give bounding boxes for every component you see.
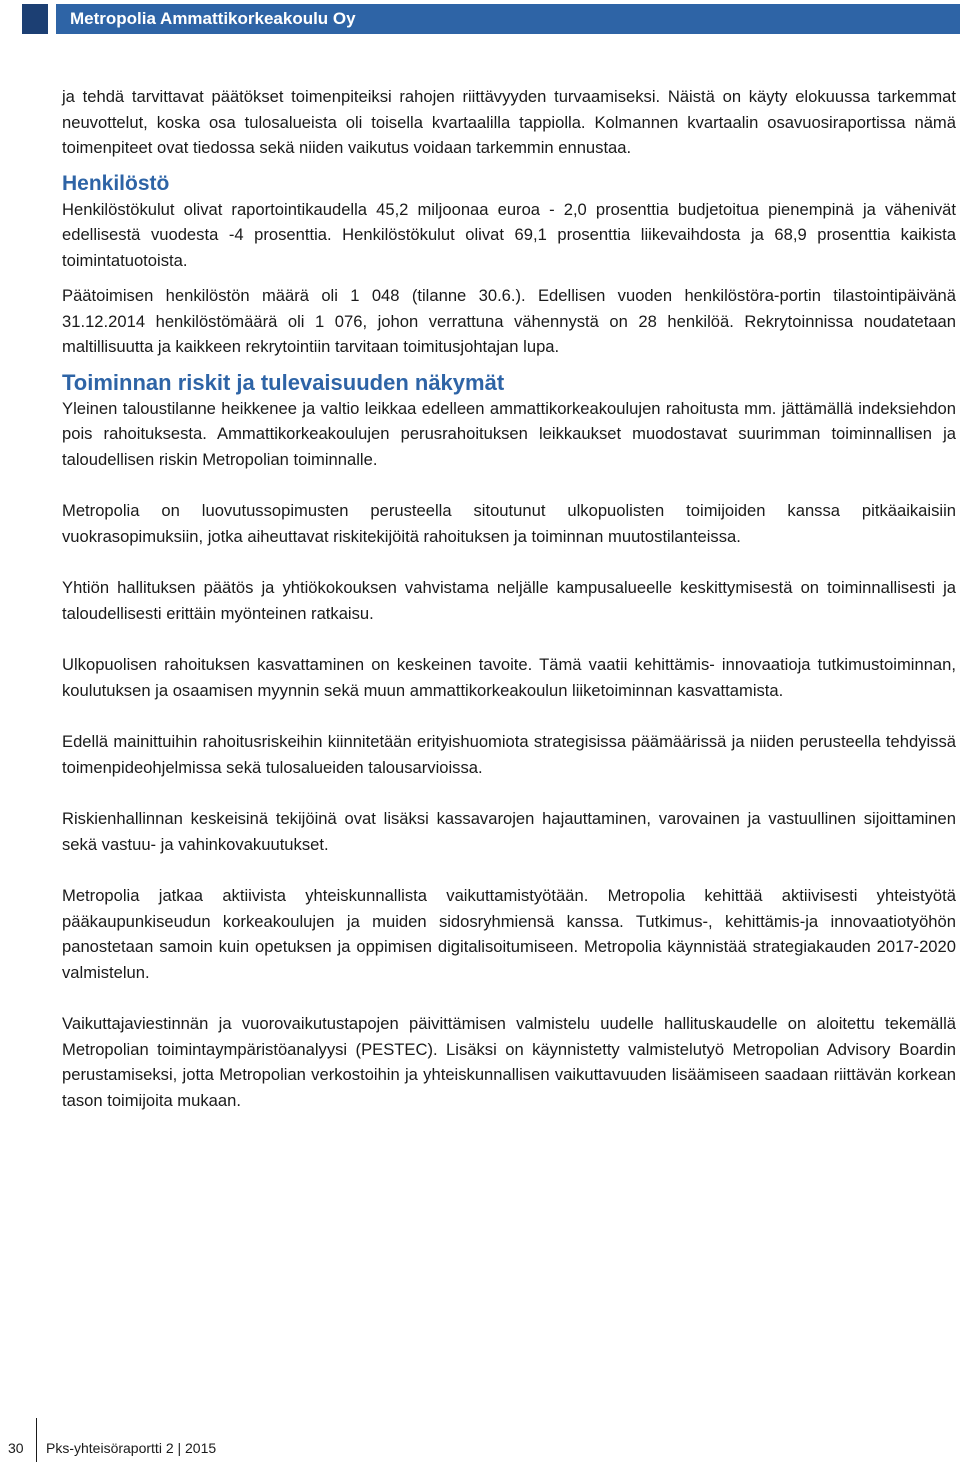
page-header xyxy=(22,4,960,34)
page-footer xyxy=(0,1438,960,1466)
header-title: Metropolia Ammattikorkeakoulu Oy xyxy=(70,9,356,28)
page-content xyxy=(62,84,956,1113)
header-marker xyxy=(22,4,48,34)
paragraph-intro: ja tehdä tarvittavat päätökset toimenpiteiksi rahojen riittävyyden turvaamiseksi. Näistä on käyty elokuussa tarkemmat neuvottelut, koska osa tulosalueista oli toisella kvartaalilla tappiolla. Kolmannen kvartaalin osavuosiraportissa nämä toimenpiteet ovat tiedossa sekä niiden vaikutus voidaan tarkemmin ennustaa. xyxy=(62,87,956,157)
paragraph-vaikuttajaviestinta: Vaikuttajaviestinnän ja vuorovaikutustapojen päivittämisen valmistelu uudelle hallituskaudelle on aloitettu tekemällä Metropolian toimintaympäristöanalyysi (PESTEC). Lisäksi on käynnistetty valmistelutyö Metropolian Advisory Boardin perustamiseksi, jotta Metropolian verkostoihin ja yhteiskunnallisen vaikuttavuuden lisäämiseen saadaan riittävän korkean tason toimijoita mukaan. xyxy=(62,1014,956,1110)
paragraph-vaikuttamistyo: Metropolia jatkaa aktiivista yhteiskunnallista vaikuttamistyötään. Metropolia kehittää aktiivisesti yhteistyötä pääkaupunkiseudun korkeakoulujen ja muiden sidosryhmiensä kanssa. Tutkimus-, kehittämis-ja innovaatiotyöhön panostetaan samoin kuin opetuksen ja oppimisen digitalisoitumiseen. Metropolia käynnistää strategiakauden 2017-2020 valmistelun. xyxy=(62,886,956,982)
heading-henkilosto: Henkilöstö xyxy=(62,171,170,195)
paragraph-riskienhallinta: Riskienhallinnan keskeisinä tekijöinä ovat lisäksi kassavarojen hajauttaminen, varovainen ja vastuullinen sijoittaminen sekä vastuu- ja vahinkovakuutukset. xyxy=(62,809,956,854)
paragraph-henkilostokulut: Henkilöstökulut olivat raportointikaudella 45,2 miljoonaa euroa - 2,0 prosenttia budjetoitua pienempinä ja vähenivät edellisestä vuodesta -4 prosenttia. Henkilöstökulut olivat 69,1 prosenttia liikevaihdosta ja 68,9 prosenttia kaikista toimintatuotoista. xyxy=(62,199,956,270)
paragraph-rahoitusriskit: Edellä mainittuihin rahoitusriskeihin kiinnitetään erityishuomiota strategisissa päämäärissä ja niiden perusteella tehdyissä toimenpideohjelmissa sekä tulosalueiden talousarvioissa. xyxy=(62,732,956,777)
paragraph-ulkopuolinen-rahoitus: Ulkopuolisen rahoituksen kasvattaminen on keskeinen tavoite. Tämä vaatii kehittämis- innovaatioja tutkimustoiminnan, koulutuksen ja osaamisen myynnin sekä muun ammattikorkeakoulun liiketoiminnan kasvattamista. xyxy=(62,655,956,700)
paragraph-taloustilanne: Yleinen taloustilanne heikkenee ja valtio leikkaa edelleen ammattikorkeakoulujen rahoitusta mm. jättämällä indeksiehdon pois rahoituksesta. Ammattikorkeakoulujen perusrahoituksen leikkaukset muodostavat suurimman toiminnallisen ja taloudellisen riskin Metropolian toiminnalle. xyxy=(62,398,956,469)
footer-divider xyxy=(36,1418,37,1462)
header-band xyxy=(56,4,960,34)
heading-riskit: Toiminnan riskit ja tulevaisuuden näkymät xyxy=(62,369,505,395)
page-number: 30 xyxy=(8,1440,24,1456)
publication-title: Pks-yhteisöraportti 2 | 2015 xyxy=(46,1440,217,1456)
paragraph-henkilostomaara: Päätoimisen henkilöstön määrä oli 1 048 (tilanne 30.6.). Edellisen vuoden henkilöstöra-portin tilastointipäivänä 31.12.2014 henkilöstömäärä oli 1 076, johon verrattuna vähennystä on 28 henkilöä. Rekrytoinnissa noudatetaan maltillisuutta ja kaikkeen rekrytointiin tarvitaan toimitusjohtajan lupa. xyxy=(62,286,956,356)
paragraph-kampusalueet: Yhtiön hallituksen päätös ja yhtiökokouksen vahvistama neljälle kampusalueelle keskittymisestä on toiminnallisesti ja taloudellisesti erittäin myönteinen ratkaisu. xyxy=(62,578,956,623)
paragraph-vuokrasopimukset: Metropolia on luovutussopimusten perusteella sitoutunut ulkopuolisten toimijoiden kanssa pitkäaikaisiin vuokrasopimuksiin, jotka aiheuttavat riskitekijöitä rahoituksen ja toiminnan muutostilanteissa. xyxy=(62,501,956,546)
